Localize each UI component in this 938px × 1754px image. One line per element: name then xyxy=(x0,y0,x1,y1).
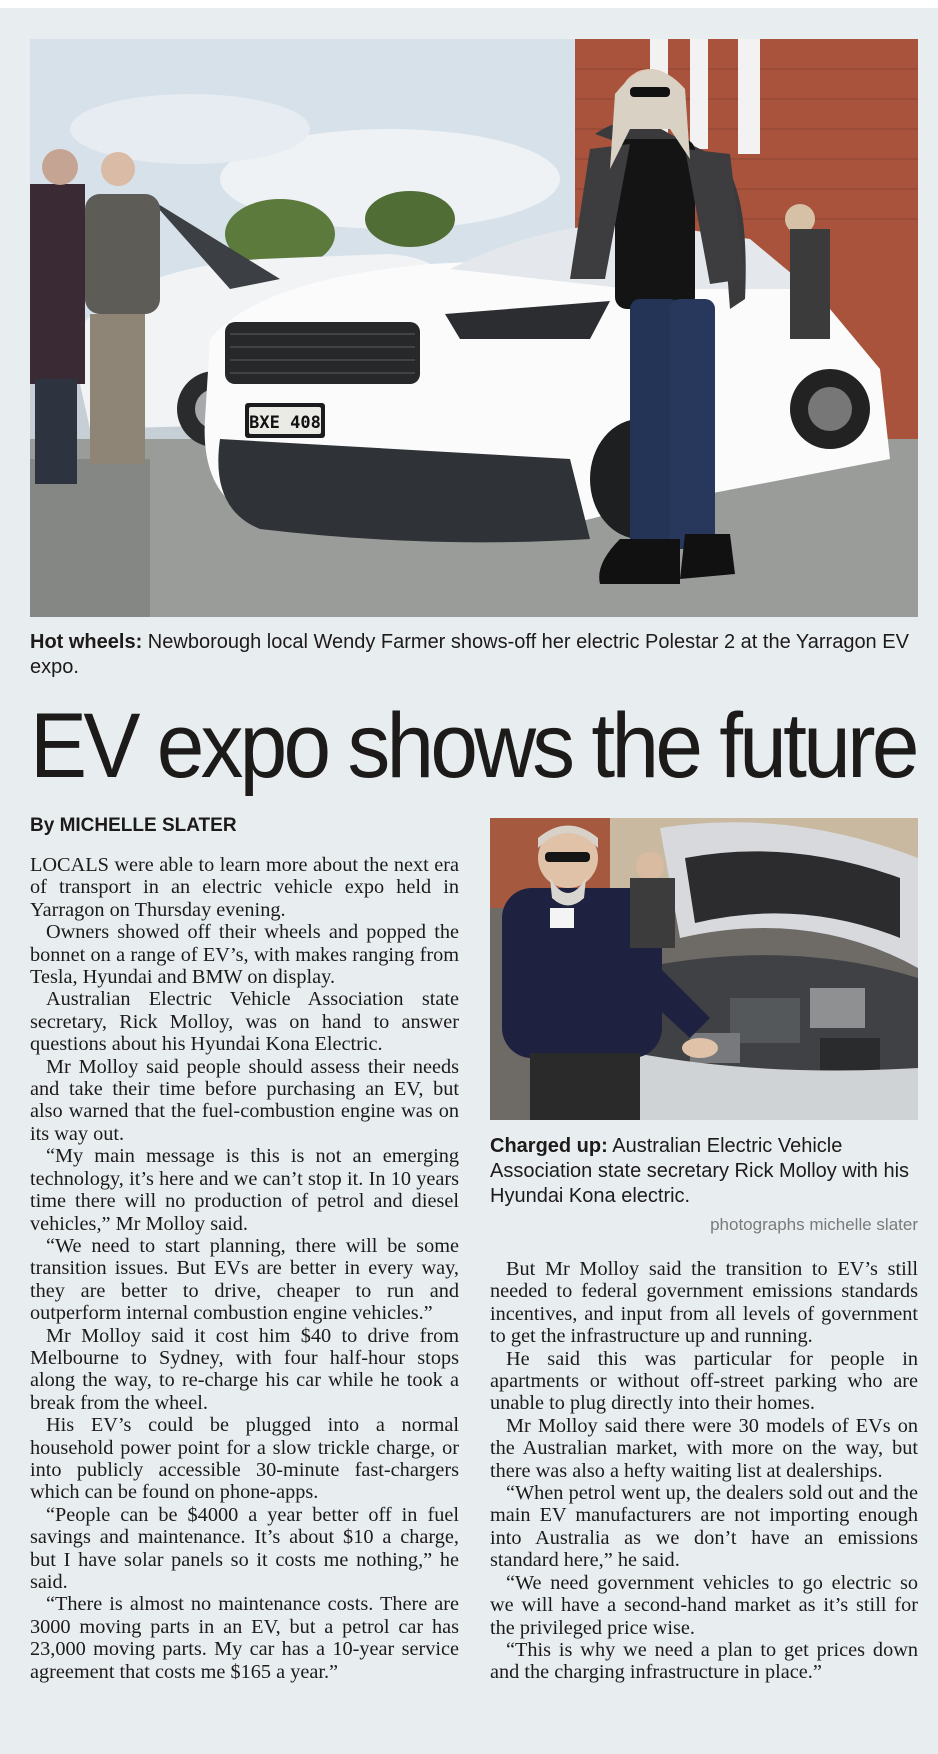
plate-text: BXE 408 xyxy=(249,413,321,433)
photo-credit: photographs michelle slater xyxy=(710,1215,918,1234)
engine-bay-photo xyxy=(490,818,918,1120)
paragraph: “We need government vehicles to go electric so we will have a second-hand market as it’s still for the privileged price wise. xyxy=(490,1571,918,1639)
paragraph: “When petrol went up, the dealers sold out and the main EV manufacturers are not importing enough into Australia as we don’t have an emissions standard here,” he said. xyxy=(490,1482,918,1572)
article-column-left xyxy=(30,854,459,1683)
paragraph: Mr Molloy said there were 30 models of EVs on the Australian market, with more on the way, but there was also a hefty waiting list at dealerships. xyxy=(490,1414,918,1482)
paragraph: LOCALS were able to learn more about the next era of transport in an electric vehicle expo held in Yarragon on Thursday evening. xyxy=(30,854,459,921)
paragraph: His EV’s could be plugged into a normal household power point for a slow trickle charge, or into publicly accessible 30-minute fast-chargers which can be found on phone-apps. xyxy=(30,1414,459,1504)
headline: EV expo shows the future xyxy=(30,695,916,797)
article-column-right xyxy=(490,1258,918,1684)
top-border xyxy=(0,0,938,8)
hero-caption xyxy=(30,630,910,680)
photo-caption xyxy=(490,1134,918,1209)
paragraph: “We need to start planning, there will be some transition issues. But EVs are better in every way, they are better to drive, cheaper to run and outperform internal combustion engine vehicles.” xyxy=(30,1234,459,1325)
paragraph: “This is why we need a plan to get prices down and the charging infrastructure in place.” xyxy=(490,1638,918,1684)
hero-photo xyxy=(30,39,918,617)
paragraph: But Mr Molloy said the transition to EV’s still needed to federal government emissions standards incentives, and input from all levels of government to get the infrastructure up and running. xyxy=(490,1258,918,1348)
paragraph: Australian Electric Vehicle Association state secretary, Rick Molloy, was on hand to answer questions about his Hyundai Kona Electric. xyxy=(30,988,459,1056)
paragraph: Mr Molloy said people should assess their needs and take their time before purchasing an EV, but also warned that the fuel-combustion engine was on its way out. xyxy=(30,1055,459,1145)
hero-caption-lead: Hot wheels: xyxy=(30,631,143,653)
paragraph: “People can be $4000 a year better off in fuel savings and maintenance. It’s about $10 a charge, but I have solar panels so it costs me nothing,” he said. xyxy=(30,1503,459,1593)
paragraph: Mr Molloy said it cost him $40 to drive from Melbourne to Sydney, with four half-hour stops along the way, to re-charge his car while he took a break from the wheel. xyxy=(30,1324,459,1414)
photo-caption-text: Australian Electric Vehicle Association state secretary Rick Molloy with his Hyundai Kona electric. xyxy=(490,1135,910,1207)
paragraph: Owners showed off their wheels and popped the bonnet on a range of EV’s, with makes ranging from Tesla, Hyundai and BMW on display. xyxy=(30,921,459,989)
photo-caption-lead: Charged up: xyxy=(490,1135,608,1157)
paragraph: He said this was particular for people in apartments or without off-street parking who are unable to plug directly into their homes. xyxy=(490,1347,918,1415)
paragraph: “My main message is this is not an emerging technology, it’s here and we can’t stop it. In 10 years time there will no production of petrol and diesel vehicles,” Mr Molloy said. xyxy=(30,1145,459,1235)
byline: By MICHELLE SLATER xyxy=(30,815,237,836)
paragraph: “There is almost no maintenance costs. There are 3000 moving parts in an EV, but a petrol car has 23,000 moving parts. My car has a 10-year service agreement that costs me $165 a year.” xyxy=(30,1593,459,1683)
hero-caption-text: Newborough local Wendy Farmer shows-off her electric Polestar 2 at the Yarragon EV expo. xyxy=(30,631,909,678)
